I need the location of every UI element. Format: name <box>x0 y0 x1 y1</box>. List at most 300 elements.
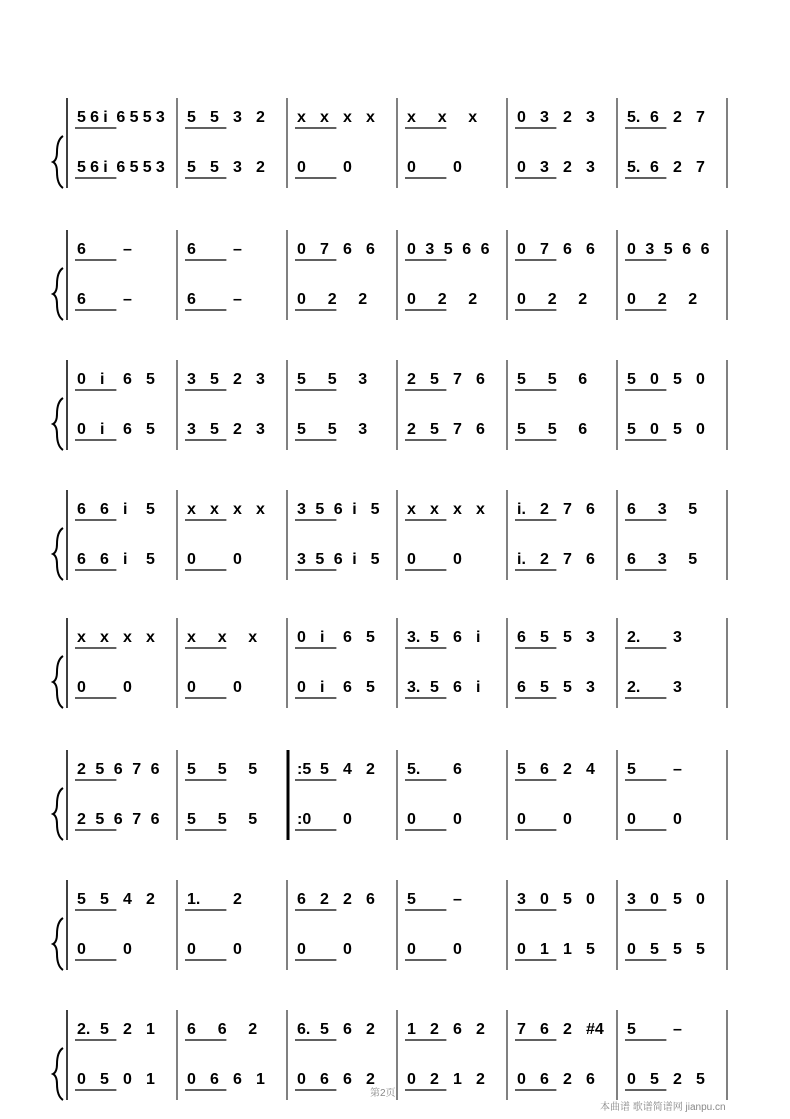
note: 6 <box>343 629 352 646</box>
note: 0 <box>407 811 416 828</box>
note: i <box>103 109 108 126</box>
note: 6 <box>90 159 100 176</box>
note: 6 <box>682 241 692 258</box>
note: 0 <box>77 941 86 958</box>
note: 0 <box>297 241 306 258</box>
note: 5 <box>77 891 86 908</box>
note: 0 <box>517 941 526 958</box>
note: 1 <box>146 1071 155 1088</box>
note: 5 <box>210 109 219 126</box>
note: 5 <box>210 371 219 388</box>
note: i <box>352 551 357 568</box>
note: 5 <box>430 679 439 696</box>
note: 5 <box>248 811 258 828</box>
note: i <box>320 679 325 696</box>
note: 4 <box>123 891 132 908</box>
note: 5 <box>217 811 227 828</box>
note: 5 <box>586 941 595 958</box>
note: 6 <box>210 1071 219 1088</box>
note: 5 <box>696 1071 705 1088</box>
note: i <box>320 629 325 646</box>
note: 2 <box>233 421 242 438</box>
system-brace <box>53 918 63 970</box>
note: 6 <box>480 241 490 258</box>
note: 5 <box>517 761 526 778</box>
note: 6 <box>517 629 526 646</box>
note: 5 <box>129 109 139 126</box>
note: 6 <box>187 241 196 258</box>
note: 7 <box>453 371 462 388</box>
note: 6 <box>90 109 100 126</box>
note: 6 <box>366 241 375 258</box>
note: 0 <box>517 1071 526 1088</box>
note: 6 <box>578 421 588 438</box>
note: 3 <box>425 241 435 258</box>
note: i. <box>517 501 526 518</box>
note: 0 <box>453 811 462 828</box>
note: 6 <box>343 679 352 696</box>
note: 6 <box>540 1071 549 1088</box>
system-brace <box>53 398 63 450</box>
note: 0 <box>297 1071 306 1088</box>
note: 7 <box>517 1021 526 1038</box>
note: 0 <box>586 891 595 908</box>
note: 2 <box>578 291 588 308</box>
note: 5 <box>187 109 196 126</box>
note: 6 <box>700 241 710 258</box>
note: x <box>146 629 155 646</box>
note: 6 <box>333 501 343 518</box>
note: – <box>673 761 682 778</box>
note: 2 <box>673 109 682 126</box>
note: 6 <box>453 1021 462 1038</box>
note: 0 <box>187 941 196 958</box>
note: 3 <box>586 629 595 646</box>
note: x <box>297 109 306 126</box>
note: x <box>407 501 416 518</box>
note: 2 <box>430 1021 439 1038</box>
note: 2 <box>407 371 416 388</box>
note: 5 <box>100 1021 109 1038</box>
note: 5 <box>77 109 86 126</box>
note: 0 <box>696 891 705 908</box>
note: 6 <box>77 291 86 308</box>
note: 3 <box>187 371 196 388</box>
note: 5 <box>663 241 673 258</box>
note: 0 <box>77 1071 86 1088</box>
note: 2 <box>366 1071 375 1088</box>
note: 0 <box>696 371 705 388</box>
note: 0 <box>673 811 682 828</box>
note: 5 <box>673 371 682 388</box>
note: 2 <box>366 761 375 778</box>
note: 2 <box>563 761 572 778</box>
note: 2. <box>627 679 641 696</box>
note: 2 <box>437 291 447 308</box>
watermark: 本曲谱 歌谱简谱网 jianpu.cn <box>600 1102 726 1113</box>
note: 6 <box>476 421 485 438</box>
note: i <box>103 159 108 176</box>
note: x <box>366 109 375 126</box>
note: 6 <box>113 811 123 828</box>
note: 5 <box>407 891 416 908</box>
note: 3 <box>155 109 165 126</box>
note: – <box>123 291 132 308</box>
note: 5 <box>443 241 453 258</box>
note: 6 <box>650 109 659 126</box>
note: 5 <box>627 421 636 438</box>
note: 3 <box>155 159 165 176</box>
note: 6 <box>333 551 343 568</box>
note: x <box>77 629 86 646</box>
note: 2 <box>563 1071 572 1088</box>
note: 2 <box>688 291 698 308</box>
note: i <box>476 679 481 696</box>
note: 0 <box>233 551 242 568</box>
note: 2 <box>77 811 86 828</box>
note: 0 <box>407 1071 416 1088</box>
note: 5 <box>187 811 196 828</box>
note: 0 <box>627 811 636 828</box>
note: 2 <box>146 891 155 908</box>
note: 5 <box>430 629 439 646</box>
note: 6 <box>627 501 636 518</box>
note: 2 <box>673 159 682 176</box>
note: 5 <box>100 1071 109 1088</box>
note: 3 <box>517 891 526 908</box>
note: 2 <box>366 1021 375 1038</box>
note: 5 <box>540 679 549 696</box>
note: 6 <box>150 761 160 778</box>
note: 5 <box>320 761 329 778</box>
note: 5 <box>673 891 682 908</box>
note: 0 <box>407 241 416 258</box>
note: 3 <box>627 891 636 908</box>
note: 2 <box>673 1071 682 1088</box>
note: – <box>233 291 242 308</box>
note: 6 <box>453 679 462 696</box>
note: 5 <box>146 421 155 438</box>
note: 4 <box>586 761 595 778</box>
note: 5 <box>187 159 196 176</box>
note: 0 <box>517 159 526 176</box>
note: 3 <box>187 421 196 438</box>
note: 6 <box>586 1071 595 1088</box>
note: 0 <box>627 241 636 258</box>
note: 0 <box>517 291 526 308</box>
note: 5 <box>627 371 636 388</box>
note: 0 <box>517 109 526 126</box>
note: 5. <box>627 109 641 126</box>
note: 0 <box>233 679 242 696</box>
note: 0 <box>343 941 352 958</box>
note: 6 <box>650 159 659 176</box>
note: 2 <box>476 1071 485 1088</box>
note: 0 <box>123 679 132 696</box>
note: 0 <box>77 679 86 696</box>
note: 3 <box>233 159 242 176</box>
note: 0 <box>77 421 86 438</box>
note: 6 <box>320 1071 329 1088</box>
note: 5 <box>142 109 152 126</box>
note: 1. <box>187 891 201 908</box>
note: 5 <box>688 551 698 568</box>
note: 1 <box>256 1071 265 1088</box>
note: 5 <box>95 811 105 828</box>
note: 5. <box>627 159 641 176</box>
note: 6 <box>586 551 595 568</box>
note: 6 <box>578 371 588 388</box>
system-brace <box>53 528 63 580</box>
note: 0 <box>650 421 659 438</box>
note: 0 <box>407 291 416 308</box>
note: 5 <box>297 371 306 388</box>
note: 2 <box>468 291 478 308</box>
note: 1 <box>540 941 549 958</box>
note: 5 <box>217 761 227 778</box>
note: 7 <box>453 421 462 438</box>
note: 5 <box>650 941 659 958</box>
note: 5 <box>627 1021 636 1038</box>
note: 5 <box>563 679 572 696</box>
note: 0 <box>696 421 705 438</box>
note: 6 <box>517 679 526 696</box>
note: x <box>217 629 227 646</box>
note: 2 <box>320 891 329 908</box>
note: 5 <box>688 501 698 518</box>
note: 6 <box>627 551 636 568</box>
system-brace <box>53 788 63 840</box>
note: 5 <box>366 629 375 646</box>
note: 3 <box>657 501 667 518</box>
note: 6 <box>343 1021 352 1038</box>
note: 5 <box>297 421 306 438</box>
note: 7 <box>696 159 705 176</box>
note: 6 <box>453 629 462 646</box>
note: 6 <box>476 371 485 388</box>
note: – <box>123 241 132 258</box>
note: 0 <box>407 159 416 176</box>
note: 2 <box>233 371 242 388</box>
note: 6 <box>343 1071 352 1088</box>
note: 0 <box>297 629 306 646</box>
note: i <box>476 629 481 646</box>
note: 2 <box>123 1021 132 1038</box>
note: 5. <box>407 761 421 778</box>
note: 6 <box>187 291 196 308</box>
note: 6 <box>563 241 572 258</box>
note: x <box>123 629 132 646</box>
note: 3 <box>540 109 549 126</box>
note: x <box>248 629 258 646</box>
note: 7 <box>540 241 549 258</box>
note: 6 <box>586 241 595 258</box>
note: i <box>100 421 105 438</box>
note: 6 <box>217 1021 227 1038</box>
note: 5 <box>77 159 86 176</box>
note: 2 <box>233 891 242 908</box>
note: 3 <box>586 679 595 696</box>
note: 6 <box>187 1021 196 1038</box>
note: x <box>210 501 219 518</box>
note: 2 <box>77 761 86 778</box>
note: 2 <box>256 159 265 176</box>
note: 7 <box>132 761 142 778</box>
note: 5 <box>142 159 152 176</box>
note: 0 <box>650 371 659 388</box>
note: 0 <box>187 551 196 568</box>
note: x <box>453 501 462 518</box>
note: 0 <box>407 551 416 568</box>
note: 5 <box>517 421 526 438</box>
note: 6 <box>297 891 306 908</box>
note: 1 <box>146 1021 155 1038</box>
note: 5 <box>248 761 258 778</box>
note: 0 <box>233 941 242 958</box>
note: 6 <box>113 761 123 778</box>
note: 6 <box>366 891 375 908</box>
note: 2 <box>327 291 337 308</box>
note: 2 <box>358 291 368 308</box>
note: 5 <box>327 421 337 438</box>
note: 0 <box>453 941 462 958</box>
note: 5 <box>146 501 155 518</box>
note: 7 <box>320 241 329 258</box>
note: 0 <box>187 1071 196 1088</box>
note: 2 <box>547 291 557 308</box>
note: 6 <box>100 551 109 568</box>
note: 1 <box>453 1071 462 1088</box>
note: x <box>468 109 478 126</box>
note: 0 <box>123 1071 132 1088</box>
note: i. <box>517 551 526 568</box>
note: 2 <box>563 109 572 126</box>
note: 2 <box>540 551 549 568</box>
note: 0 <box>627 941 636 958</box>
note: 5 <box>517 371 526 388</box>
note: 6 <box>116 159 126 176</box>
note: 0 <box>187 679 196 696</box>
note: 6 <box>77 551 86 568</box>
system-brace <box>53 1048 63 1100</box>
note: 0 <box>123 941 132 958</box>
note: 3 <box>358 371 368 388</box>
note: 5 <box>146 371 155 388</box>
note: – <box>453 891 462 908</box>
note: 6 <box>540 1021 549 1038</box>
note: i <box>100 371 105 388</box>
note: 2 <box>430 1071 439 1088</box>
note: 5 <box>315 551 325 568</box>
system-brace <box>53 268 63 320</box>
note: 5 <box>547 371 557 388</box>
note: 2 <box>657 291 667 308</box>
note: 5 <box>696 941 705 958</box>
note: 5 <box>563 629 572 646</box>
note: 6 <box>77 241 86 258</box>
note: i <box>123 501 128 518</box>
note: 5 <box>100 891 109 908</box>
note: 6 <box>540 761 549 778</box>
note: x <box>233 501 242 518</box>
note: 7 <box>696 109 705 126</box>
note: 6 <box>123 371 132 388</box>
note: 3 <box>586 159 595 176</box>
note: 0 <box>343 811 352 828</box>
note: 0 <box>297 159 306 176</box>
note: x <box>187 501 196 518</box>
note: 2 <box>476 1021 485 1038</box>
note: x <box>407 109 416 126</box>
note: 6 <box>462 241 472 258</box>
note: 6 <box>150 811 160 828</box>
note: #4 <box>586 1021 604 1038</box>
note: 3 <box>586 109 595 126</box>
note: 5 <box>563 891 572 908</box>
note: 1 <box>563 941 572 958</box>
note: x <box>430 501 439 518</box>
note: 7 <box>132 811 142 828</box>
note: 3. <box>407 629 421 646</box>
note: 2 <box>248 1021 258 1038</box>
note: 0 <box>407 941 416 958</box>
note: :5 <box>297 761 312 778</box>
note: 2 <box>563 159 572 176</box>
note: 5 <box>540 629 549 646</box>
note: :0 <box>297 811 312 828</box>
note: 0 <box>650 891 659 908</box>
note: 3 <box>673 679 682 696</box>
note: 6 <box>123 421 132 438</box>
note: 2. <box>77 1021 91 1038</box>
note: 3. <box>407 679 421 696</box>
note: 5 <box>366 679 375 696</box>
note: 6 <box>586 501 595 518</box>
note: 2. <box>627 629 641 646</box>
note: x <box>187 629 196 646</box>
note: 2 <box>343 891 352 908</box>
note: 5 <box>370 551 380 568</box>
note: 5 <box>327 371 337 388</box>
note: 3 <box>233 109 242 126</box>
note: 1 <box>407 1021 416 1038</box>
note: 0 <box>297 679 306 696</box>
note: 6 <box>343 241 352 258</box>
note: 7 <box>563 501 572 518</box>
note: 6. <box>297 1021 311 1038</box>
note: 5 <box>210 421 219 438</box>
note: 0 <box>77 371 86 388</box>
note: 2 <box>540 501 549 518</box>
note: 0 <box>453 159 462 176</box>
note: 5 <box>547 421 557 438</box>
note: 5 <box>673 421 682 438</box>
note: 0 <box>297 941 306 958</box>
note: 3 <box>256 371 265 388</box>
note: 0 <box>627 1071 636 1088</box>
note: 5 <box>95 761 105 778</box>
note: 3 <box>540 159 549 176</box>
note: x <box>100 629 109 646</box>
note: 2 <box>256 109 265 126</box>
note: 2 <box>563 1021 572 1038</box>
note: 3 <box>657 551 667 568</box>
note: 0 <box>517 241 526 258</box>
note: 5 <box>320 1021 329 1038</box>
note: 0 <box>563 811 572 828</box>
note: 0 <box>627 291 636 308</box>
note: 5 <box>673 941 682 958</box>
